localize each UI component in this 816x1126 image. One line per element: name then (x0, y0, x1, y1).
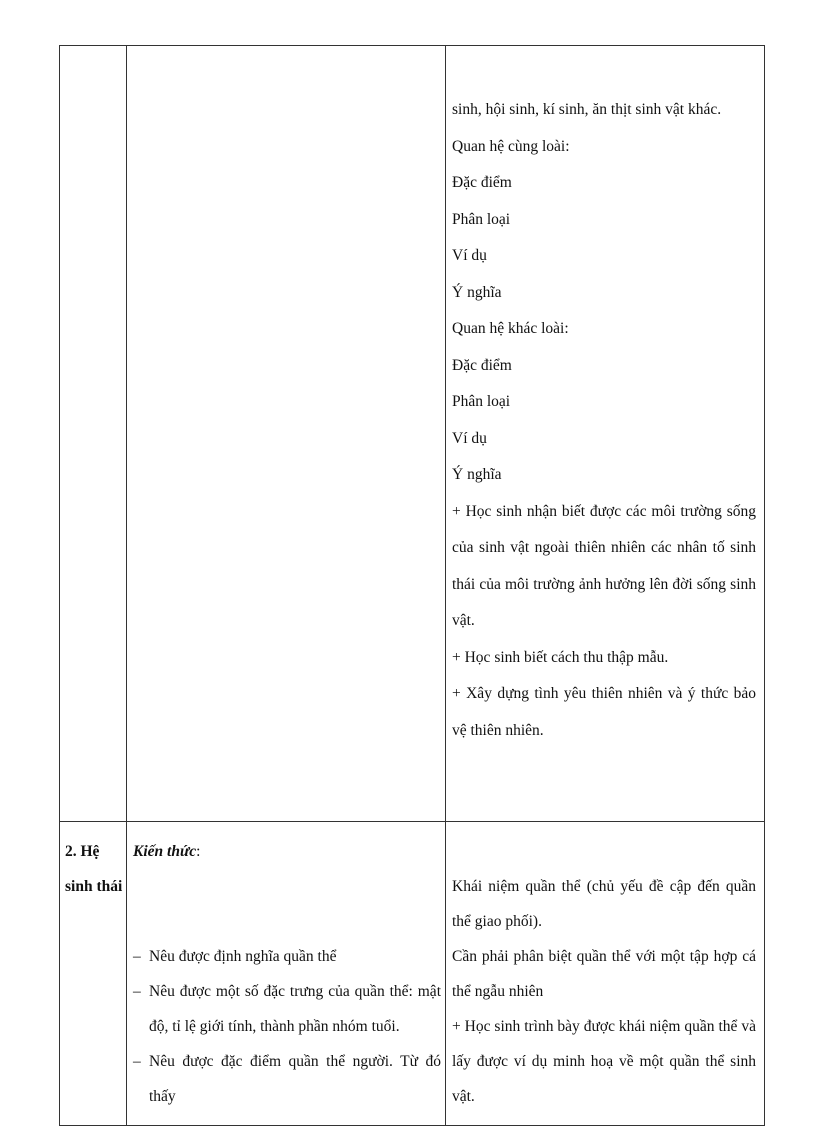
list-item: – Nêu được một số đặc trưng của quần thể: mật độ, tỉ lệ giới tính, thành phần nhóm tuổi. (133, 974, 441, 1044)
note-paragraph: + Học sinh nhận biết được các môi trường sống của sinh vật ngoài thiên nhiên các nhân tố sinh thái của môi trường ảnh hưởng lên đời sống sinh vật. (452, 502, 756, 629)
note-line: Ý nghĩa (452, 283, 502, 301)
note-paragraph: + Xây dựng tình yêu thiên nhiên và ý thức bảo vệ thiên nhiên. (452, 685, 756, 739)
note-paragraph: Cần phải phân biệt quần thể với một tập hợp cá thể ngẫu nhiên (452, 948, 756, 1000)
content-cell (127, 46, 446, 822)
note-line: Ví dụ (452, 429, 487, 447)
note-line: Đặc điểm (452, 356, 512, 374)
note-line: Phân loại (452, 210, 511, 228)
table-row (60, 46, 765, 822)
note-paragraph: + Học sinh biết cách thu thập mẫu. (452, 648, 669, 666)
section-title-line: 2. Hệ (65, 843, 100, 860)
note-line: Ví dụ (452, 247, 487, 264)
note-line: Đặc điểm (452, 174, 512, 191)
note-line: Quan hệ cùng loài: (452, 137, 570, 155)
list-item: – Nêu được định nghĩa quần thể (133, 939, 441, 974)
note-line: Quan hệ khác loài: (452, 320, 569, 337)
list-item: – Nêu được đặc điểm quần thể người. Từ đó thấy (133, 1044, 441, 1114)
note-line: Phân loại (452, 393, 511, 410)
note-paragraph: Khái niệm quần thể (chủ yếu đề cập đến quần thể giao phối). (452, 878, 756, 930)
knowledge-heading-text: Kiến thức (133, 843, 197, 860)
content-cell (127, 822, 446, 1126)
notes-cell (446, 822, 765, 1126)
topic-cell (60, 46, 127, 822)
note-paragraph: + Học sinh trình bày được khái niệm quần thể và lấy được ví dụ minh hoạ về một quần thể sinh vật. (452, 1018, 756, 1105)
section-title (60, 822, 127, 1126)
table-row (60, 822, 765, 1126)
section-title-line: sinh thái (65, 878, 123, 895)
notes-cell (446, 46, 765, 822)
note-line: Ý nghĩa (452, 466, 502, 483)
knowledge-heading (133, 834, 441, 869)
knowledge-heading-colon: : (196, 843, 201, 860)
spacer (133, 869, 441, 939)
note-line: sinh, hội sinh, kí sinh, ăn thịt sinh vật khác. (452, 101, 722, 118)
curriculum-table (59, 45, 765, 1126)
objective-list (133, 939, 441, 1114)
